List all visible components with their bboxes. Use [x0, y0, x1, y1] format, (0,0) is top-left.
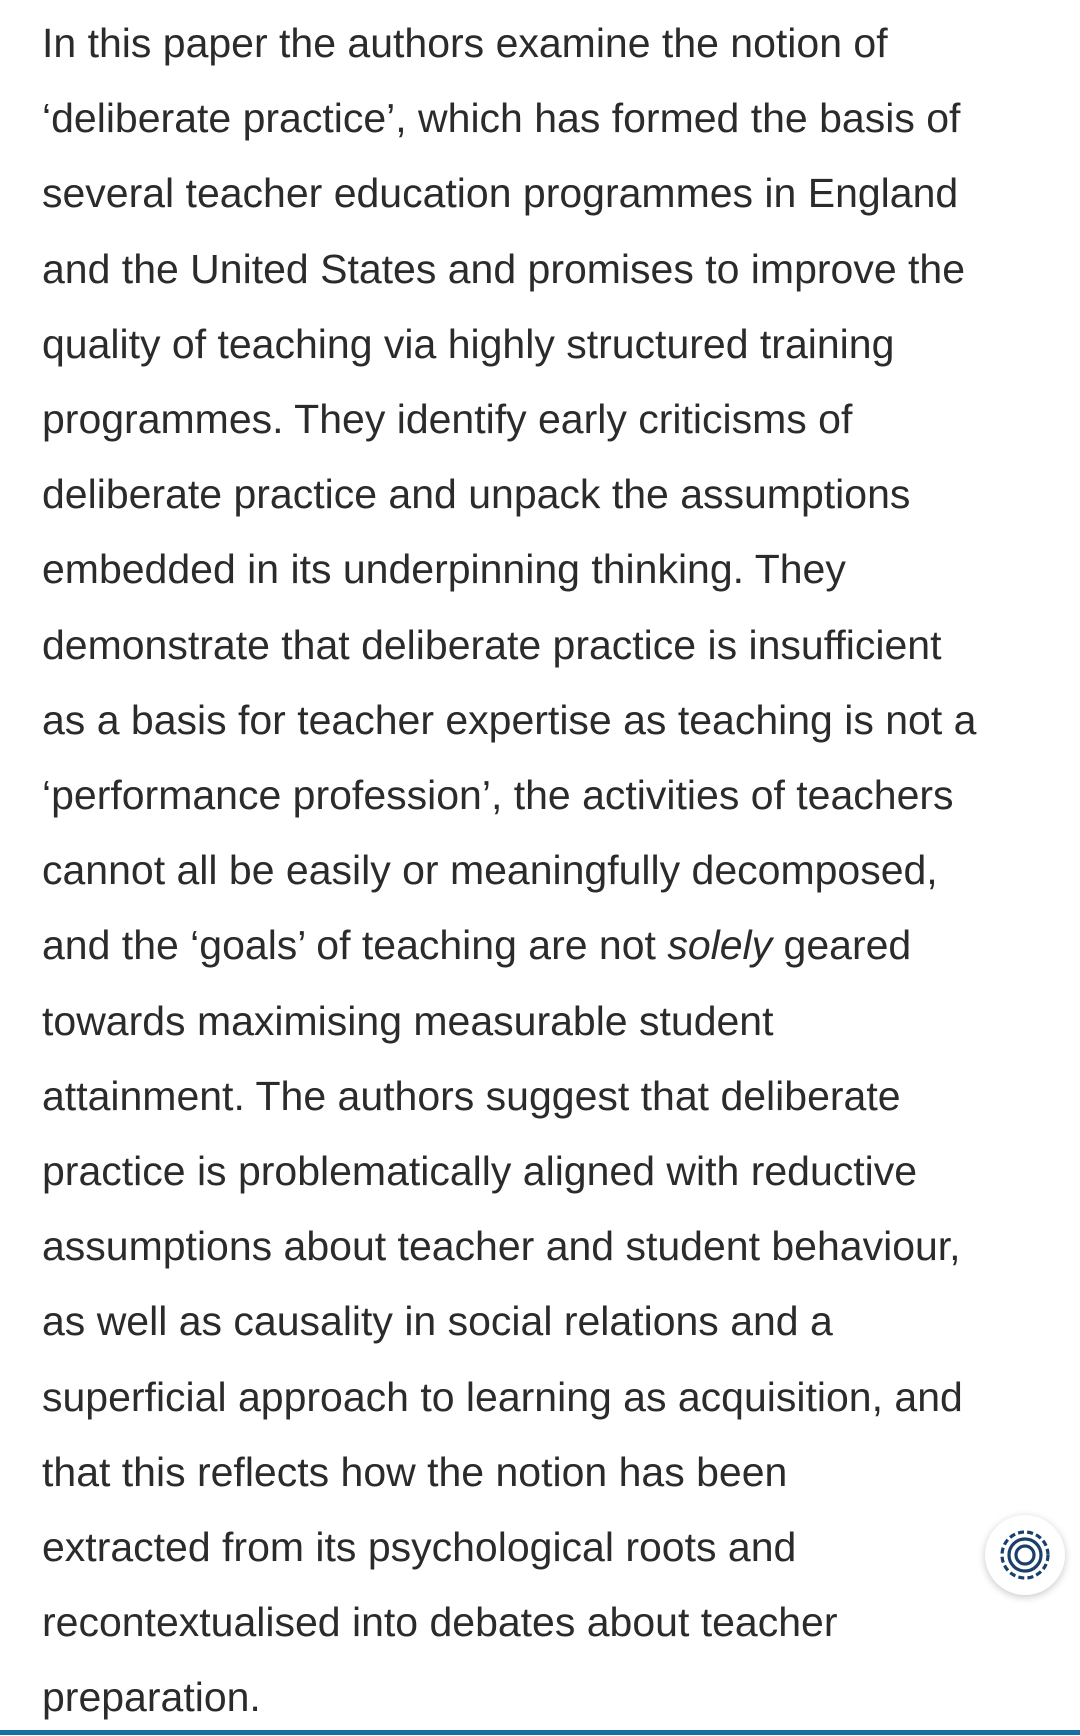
abstract-line: assumptions about teacher and student behaviour, [42, 1223, 961, 1270]
abstract-line: ‘performance profession’, the activities of teachers [42, 772, 954, 819]
abstract-line: several teacher education programmes in England [42, 170, 959, 217]
abstract-line: cannot all be easily or meaningfully decomposed, [42, 847, 938, 894]
abstract-line: attainment. The authors suggest that deliberate [42, 1072, 901, 1119]
abstract-line: as well as causality in social relations and a [42, 1298, 833, 1345]
abstract-line: recontextualised into debates about teacher [42, 1599, 838, 1646]
abstract-line: quality of teaching via highly structured training [42, 320, 895, 367]
abstract-line: towards maximising measurable student [42, 997, 774, 1044]
abstract-line: practice is problematically aligned with reductive [42, 1148, 918, 1195]
abstract-line: embedded in its underpinning thinking. They [42, 546, 846, 593]
abstract-line: ‘deliberate practice’, which has formed the basis of [42, 95, 961, 142]
abstract-line: extracted from its psychological roots and [42, 1524, 797, 1571]
abstract-line: and the United States and promises to improve the [42, 245, 966, 292]
accessibility-concentric-circles-icon [998, 1528, 1052, 1582]
abstract-line: In this paper the authors examine the notion of [42, 20, 888, 66]
abstract-line: deliberate practice and unpack the assumptions [42, 471, 911, 518]
abstract-line: demonstrate that deliberate practice is insufficient [42, 621, 942, 668]
bottom-bar [0, 1730, 1080, 1735]
emphasis-solely: solely [667, 922, 773, 969]
abstract-line: that this reflects how the notion has been [42, 1448, 788, 1495]
abstract-line-segment: and the ‘goals’ of teaching are not [42, 922, 668, 969]
abstract-text [42, 0, 1052, 1736]
abstract-line: preparation. [42, 1674, 261, 1721]
abstract-line [42, 908, 1052, 983]
abstract-line: programmes. They identify early criticisms of [42, 396, 853, 443]
abstract-line: superficial approach to learning as acquisition, and [42, 1373, 963, 1420]
abstract-line-segment: geared [772, 922, 912, 969]
abstract-line: as a basis for teacher expertise as teaching is not a [42, 696, 977, 743]
accessibility-button[interactable] [985, 1515, 1065, 1595]
